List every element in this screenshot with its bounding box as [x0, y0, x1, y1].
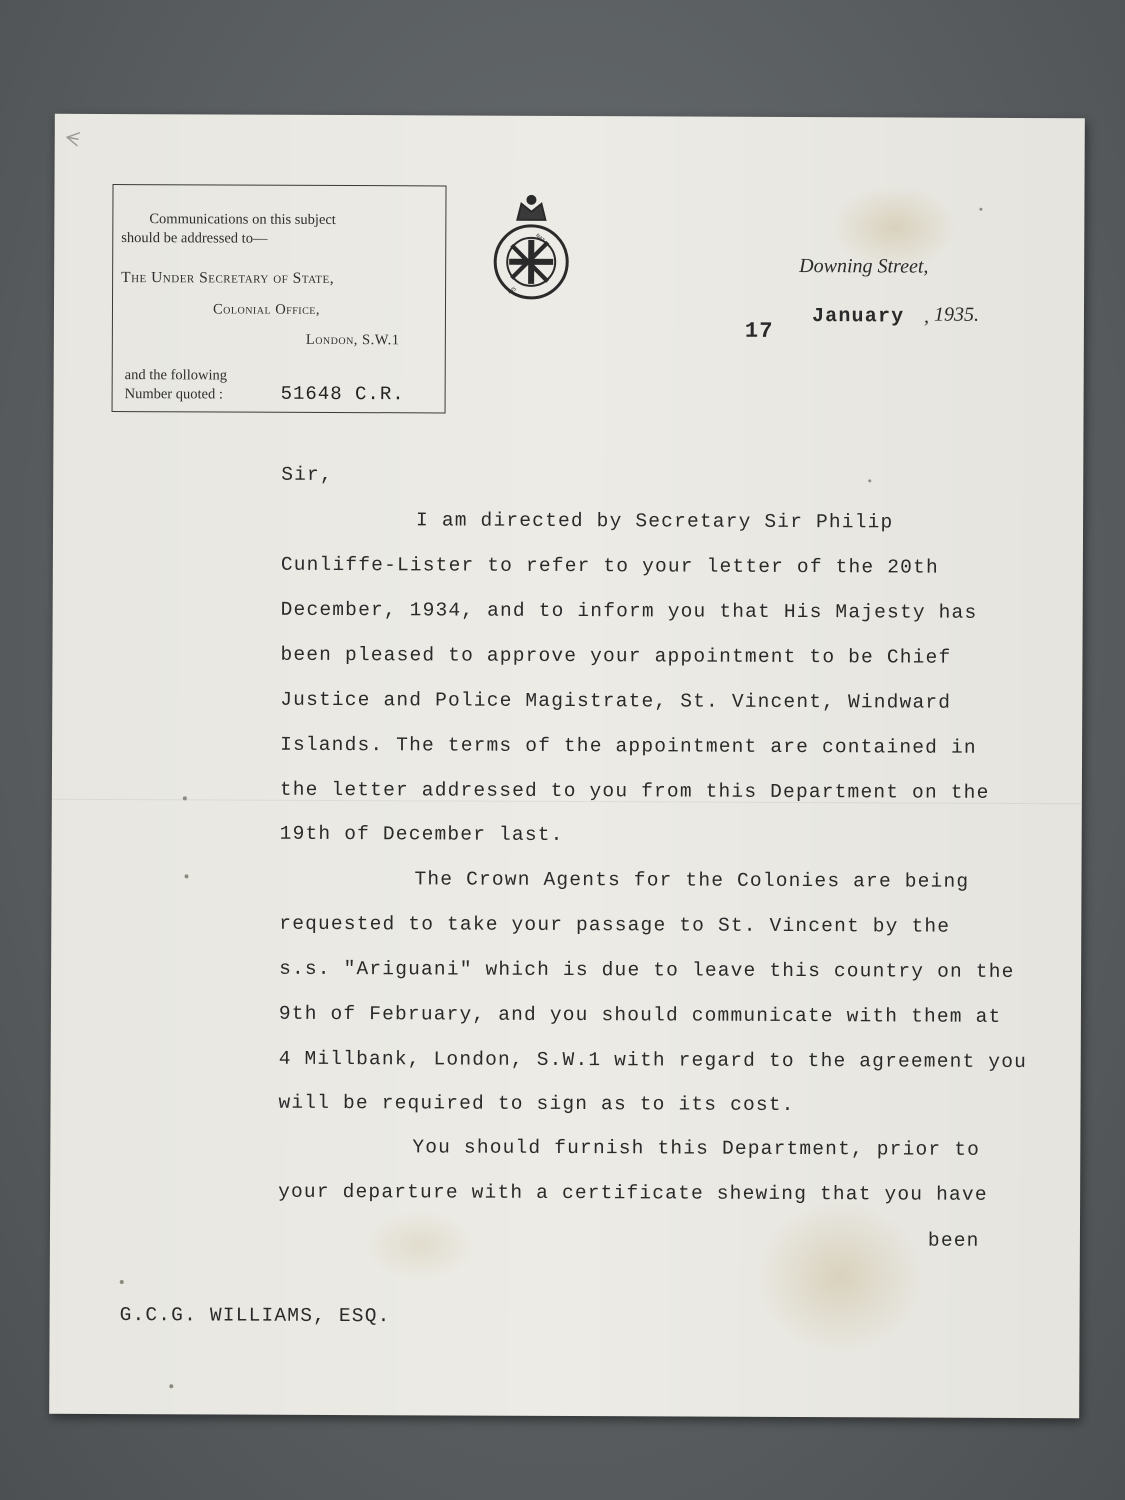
- ref-line-2: should be addressed to—: [121, 230, 268, 247]
- ref-line-6: and the following: [124, 367, 228, 384]
- body-line: s.s. "Ariguani" which is due to leave this country on the: [279, 957, 1015, 983]
- body-line: I am directed by Secretary Sir Philip: [416, 509, 894, 534]
- body-line: the letter addressed to you from this Department on the: [279, 778, 990, 804]
- pencil-mark: ᗑ: [61, 128, 85, 149]
- body-line: Justice and Police Magistrate, St. Vincent, Windward: [280, 688, 952, 714]
- body-line: will be required to sign as to its cost.: [278, 1091, 795, 1116]
- body-line: 19th of December last.: [279, 822, 564, 846]
- reference-box: [112, 184, 447, 413]
- ref-line-4: Colonial Office,: [212, 301, 321, 318]
- reference-number: 51648 C.R.: [280, 382, 405, 406]
- crest-seal-icon: [491, 190, 571, 302]
- svg-text:NAT: NAT: [534, 232, 546, 244]
- ref-line-5: London, S.W.1: [305, 331, 400, 349]
- body-line: 4 Millbank, London, S.W.1 with regard to the agreement you: [278, 1047, 1028, 1074]
- body-line: The Crown Agents for the Colonies are being: [414, 868, 970, 893]
- body-line: been pleased to approve your appointment to be Chief: [280, 643, 952, 669]
- letter-sheet: ᗑ Communications on this subject should be addressed to— The Under Secretary of State, Colonial Office, London, S.W.1 and the following Number quoted : 51648 C.R. NAT DIS Downing Street, 17 January , 1935. Sir, I am directed by Secretary Sir Philip Cunliffe-Lister to refer to your letter of the 20th December, 1934, and to inform you that His Majesty has been pleased to approve your appointment to be Chief Justice and Police Magistrate, St. Vincent, Windward Islands. The terms of the appointment are contained in the letter addressed to you from this Department on the 19th of December last. The Crown Agents for the Colonies are being requested to take your passage to St. Vincent by the s.s. "Ariguani" which is due to leave this country on the 9th of February, and you should communicate with them at 4 Millbank, London, S.W.1 with regard to the agreement you will be required to sign as to its cost. You should furnish this Department, prior to your departure with a certificate shewing that you have been G.C.G. WILLIAMS, ESQ.: [49, 114, 1085, 1418]
- catchword: been: [927, 1229, 980, 1252]
- paper-speck: [169, 1384, 173, 1388]
- paper-speck: [868, 479, 871, 482]
- body-line: You should furnish this Department, prior to: [412, 1136, 981, 1161]
- ref-line-7: Number quoted :: [124, 386, 223, 403]
- date-year: 1935.: [933, 303, 980, 326]
- date-day: 17: [744, 318, 774, 344]
- salutation: Sir,: [281, 463, 333, 486]
- paper-speck: [120, 1280, 124, 1284]
- body-line: requested to take your passage to St. Vincent by the: [279, 912, 951, 938]
- body-line: Islands. The terms of the appointment are contained in: [280, 733, 977, 759]
- svg-text:DIS: DIS: [507, 286, 518, 296]
- paper-speck: [979, 208, 982, 211]
- ref-line-1: Communications on this subject: [149, 211, 336, 228]
- body-line: Cunliffe-Lister to refer to your letter of the 20th: [280, 553, 939, 579]
- paper-speck: [185, 874, 189, 878]
- body-line: December, 1934, and to inform you that His Majesty has: [280, 598, 978, 624]
- body-line: your departure with a certificate shewing that you have: [278, 1180, 988, 1206]
- paper-speck: [183, 796, 187, 800]
- address-line: Downing Street,: [799, 255, 929, 278]
- addressee: G.C.G. WILLIAMS, ESQ.: [119, 1304, 391, 1328]
- date-month: January: [811, 305, 905, 329]
- body-line: 9th of February, and you should communicate with them at: [278, 1002, 1002, 1028]
- ref-line-3: The Under Secretary of State,: [121, 269, 335, 287]
